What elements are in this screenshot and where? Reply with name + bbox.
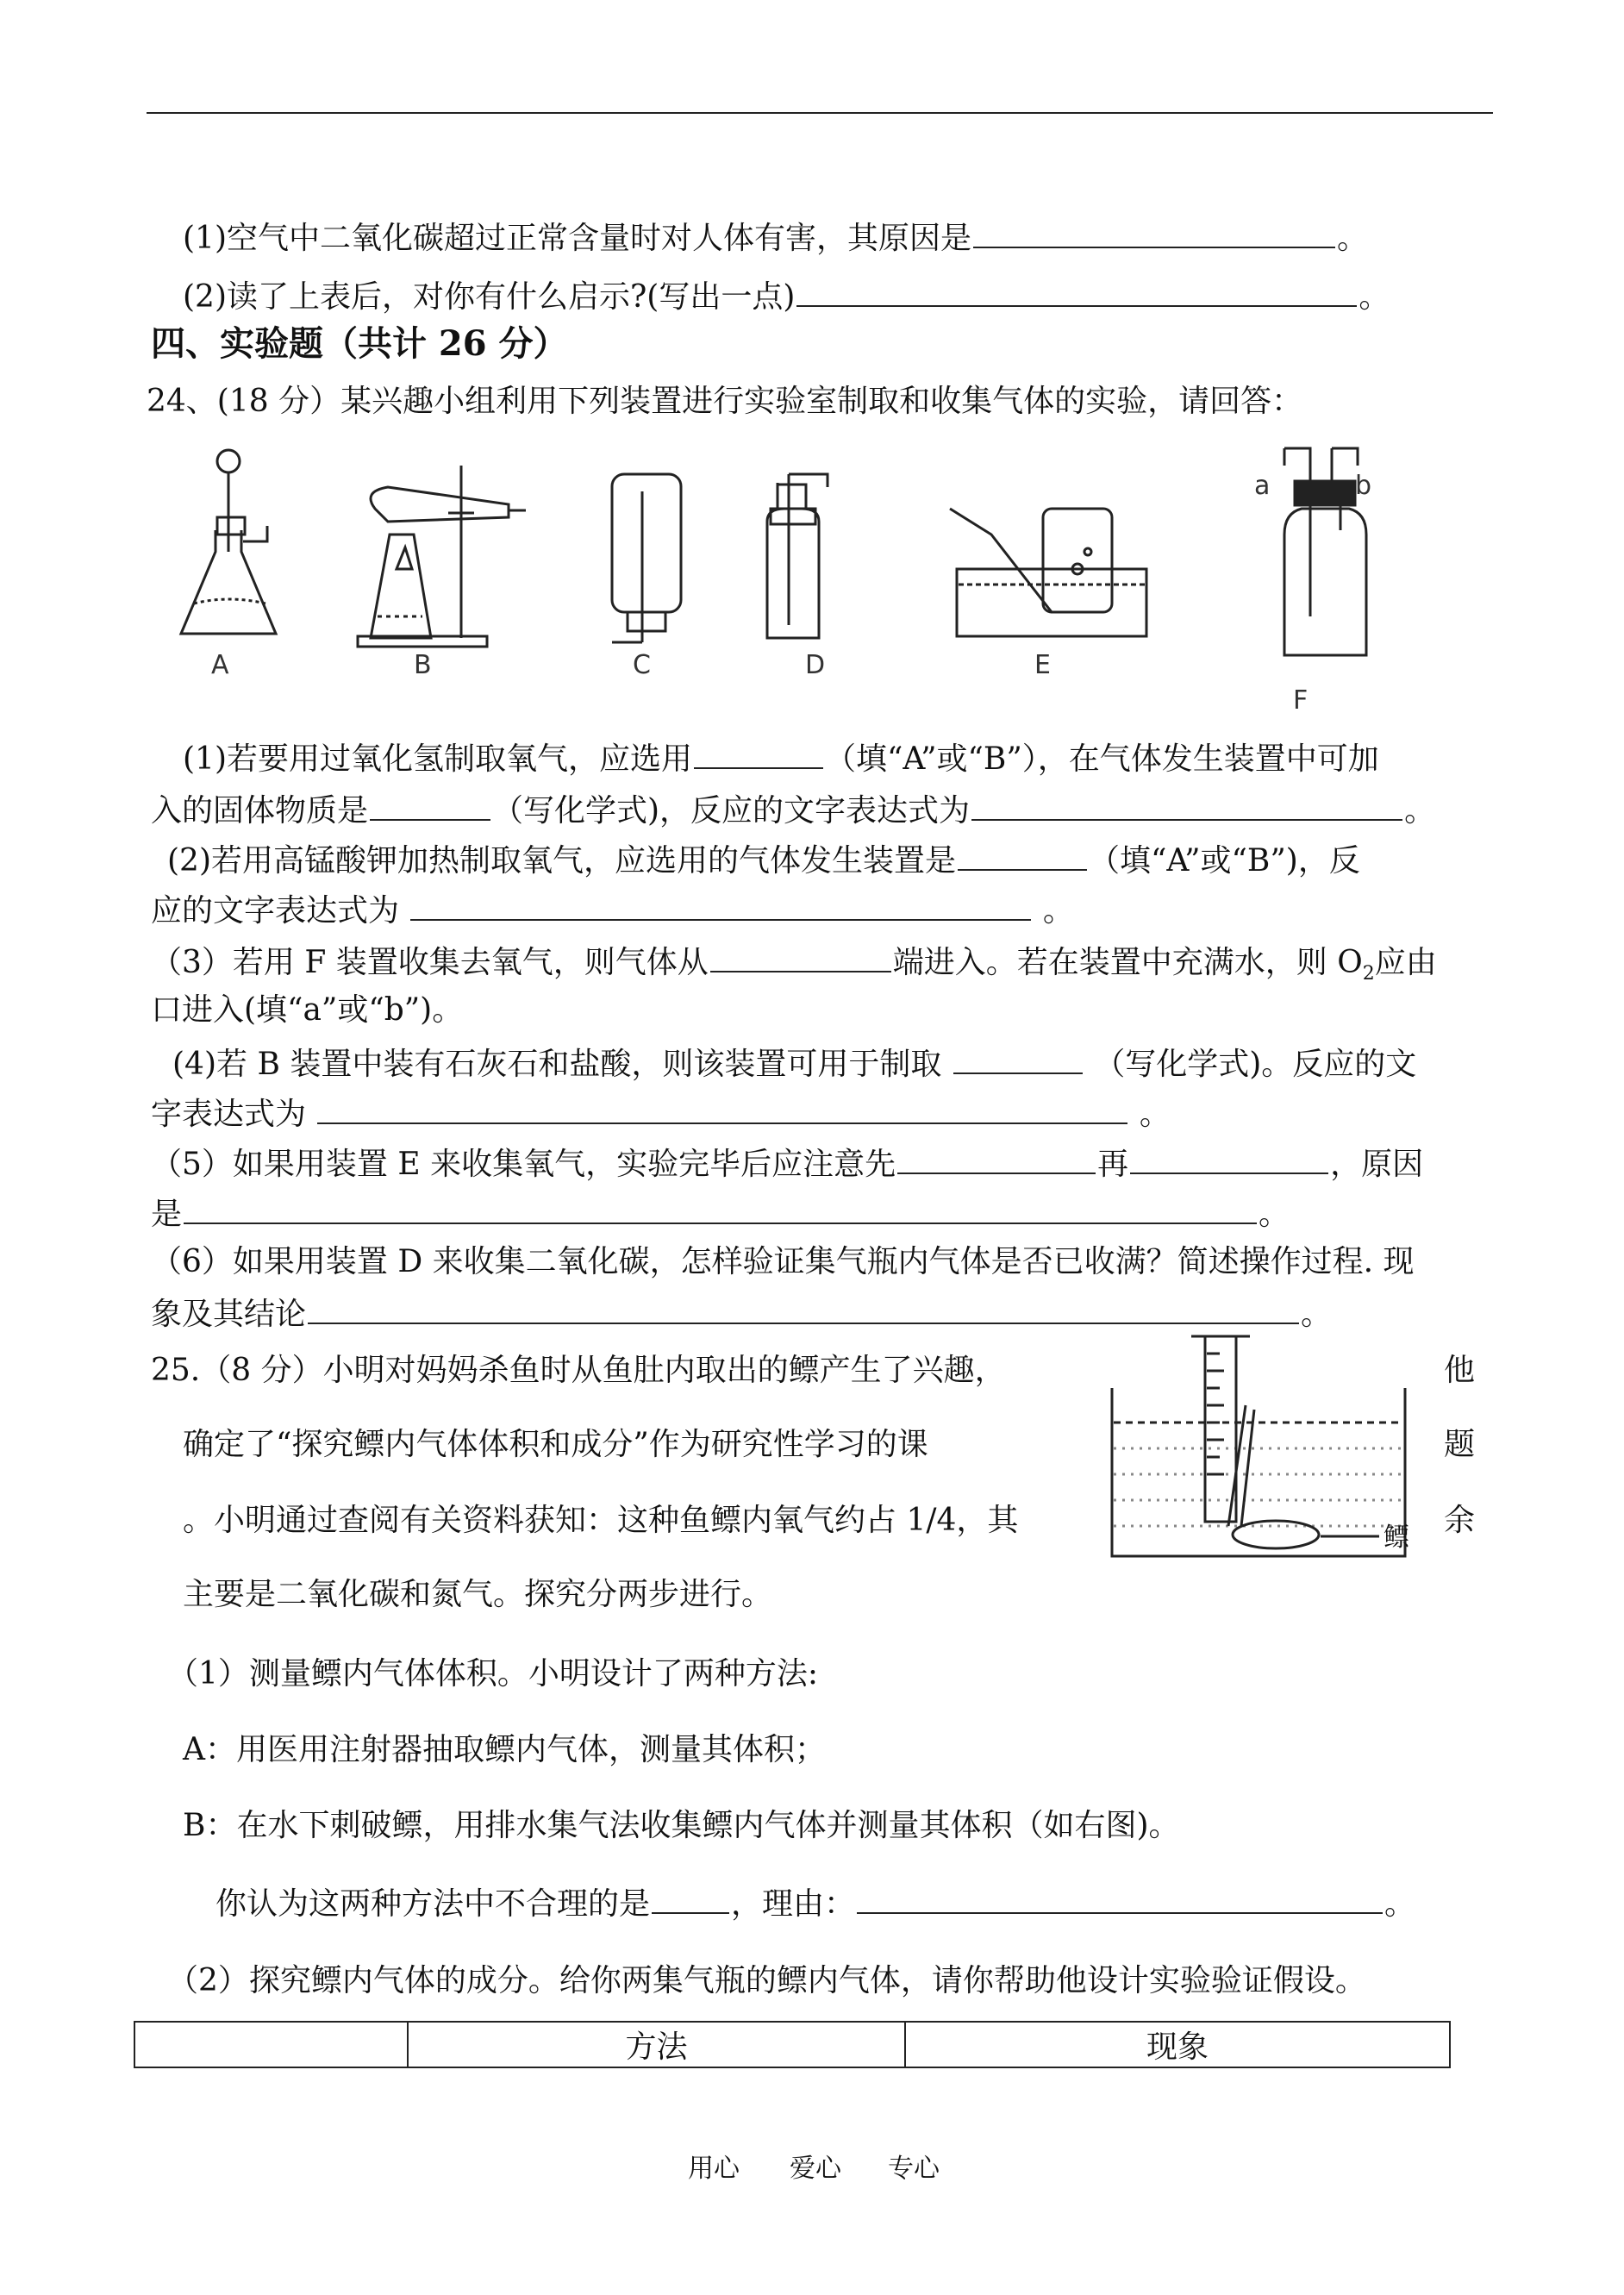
text: 象及其结论: [151, 1297, 307, 1332]
q25-method-a: A：用医用注射器抽取鳔内气体，测量其体积；: [183, 1732, 826, 1767]
apparatus-b-heater: [358, 466, 526, 647]
answer-blank[interactable]: [973, 219, 1335, 248]
q24-p6-line1: （6）如果用装置 D 来收集二氧化碳，怎样验证集气瓶内气体是否已收满？简述操作过程. 现: [151, 1244, 1415, 1279]
q24-p2-line1: [167, 841, 1360, 879]
answer-blank[interactable]: [184, 1195, 1257, 1224]
answer-blank[interactable]: [694, 740, 823, 769]
q23-sub2-end: 。: [1359, 279, 1390, 315]
q25-s2: （2）探究鳔内气体的成分。给你两集气瓶的鳔内气体，请你帮助他设计实验验证假设。: [167, 1963, 1366, 1998]
q25-line1-end: 他: [1444, 1353, 1476, 1388]
answer-blank[interactable]: [971, 791, 1402, 821]
header-rule: [147, 112, 1493, 114]
answer-blank[interactable]: [796, 278, 1357, 307]
q24-p3-line1: [151, 943, 1437, 991]
q25-line1: 25.（8 分）小明对妈妈杀鱼时从鱼肚内取出的鳔产生了兴趣，: [151, 1353, 1006, 1388]
text: 。: [1139, 1097, 1171, 1132]
text: 。: [1259, 1197, 1290, 1232]
label-e: E: [1034, 650, 1051, 680]
q23-sub1-end: 。: [1337, 221, 1369, 256]
q25-line2-end: 题: [1444, 1427, 1476, 1462]
apparatus-d-bottle: [767, 474, 828, 638]
apparatus-a-flask: [181, 450, 276, 634]
q25-line2: 确定了“探究鳔内气体体积和成分”作为研究性学习的课: [183, 1427, 928, 1462]
q23-sub2: [183, 278, 1390, 315]
label-a: A: [211, 650, 229, 680]
text: 端进入。若在装置中充满水，则 O: [892, 945, 1363, 980]
text: ，理由：: [731, 1886, 856, 1922]
footer-item-1: 用心: [688, 2154, 740, 2184]
q25-line3-end: 余: [1444, 1503, 1476, 1538]
q24-p6-line2: [151, 1295, 1332, 1332]
footer-item-2: 爱心: [790, 2154, 841, 2184]
label-c: C: [633, 650, 651, 680]
q25-question: [215, 1885, 1415, 1922]
text: 入的固体物质是: [151, 793, 369, 829]
apparatus-e-trough: [950, 509, 1146, 636]
table-header-cell: 方法: [408, 2022, 905, 2067]
q25-line3: 。小明通过查阅有关资料获知：这种鱼鳔内氧气约占 1/4，其: [183, 1503, 1019, 1538]
q24-stem: 24、(18 分）某兴趣小组利用下列装置进行实验室制取和收集气体的实验，请回答：: [147, 384, 1303, 419]
q23-sub2-text: (2)读了上表后，对你有什么启示?(写出一点): [183, 279, 796, 315]
answer-blank[interactable]: [1130, 1145, 1328, 1174]
q25-line4: 主要是二氧化碳和氮气。探究分两步进行。: [183, 1577, 773, 1612]
answer-blank[interactable]: [897, 1145, 1096, 1174]
q25-method-b: B：在水下刺破鳔，用排水集气法收集鳔内气体并测量其体积（如右图)。: [183, 1808, 1180, 1843]
text: 。: [1042, 893, 1074, 929]
apparatus-figure: [164, 440, 1440, 724]
fish-bladder-figure: [1095, 1328, 1431, 1569]
label-tube-b: b: [1355, 471, 1372, 501]
text: 再: [1097, 1147, 1129, 1182]
text: 是: [151, 1197, 183, 1232]
answer-blank[interactable]: [652, 1885, 729, 1914]
section-title: 四、实验题（共计 26 分）: [151, 323, 568, 364]
text: 应由: [1374, 945, 1437, 980]
text: (1)若要用过氧化氢制取氧气，应选用: [183, 741, 692, 777]
answer-blank[interactable]: [410, 891, 1031, 921]
q24-p4-line2: [151, 1095, 1171, 1132]
answer-blank[interactable]: [317, 1095, 1127, 1124]
answer-blank[interactable]: [370, 791, 490, 821]
table-header-cell: [134, 2022, 408, 2067]
text: 。: [1301, 1297, 1333, 1332]
text: (4)若 B 装置中装有石灰石和盐酸，则该装置可用于制取: [172, 1047, 942, 1082]
text: (2)若用高锰酸钾加热制取氧气，应选用的气体发生装置是: [167, 843, 956, 879]
subscript: 2: [1362, 963, 1375, 985]
text: （5）如果用装置 E 来收集氧气，实验完毕后应注意先: [151, 1147, 896, 1182]
text: ，原因: [1330, 1147, 1424, 1182]
answer-blank[interactable]: [710, 943, 891, 972]
answer-blank[interactable]: [308, 1295, 1299, 1324]
q24-p5-line1: [151, 1145, 1423, 1182]
label-f: F: [1293, 685, 1309, 716]
q25-answer-table: [134, 2021, 1451, 2068]
q24-p5-line2: [151, 1195, 1290, 1232]
q25-s1: （1）测量鳔内气体体积。小明设计了两种方法:: [167, 1656, 819, 1692]
label-d: D: [805, 650, 826, 680]
q24-p1-line1: [183, 740, 1379, 777]
answer-blank[interactable]: [953, 1045, 1083, 1074]
text: 。: [1384, 1886, 1416, 1922]
text: （填“A”或“B”)，反: [1089, 843, 1360, 879]
text: （3）若用 F 装置收集去氧气，则气体从: [151, 945, 709, 980]
label-b: B: [414, 650, 432, 680]
text: （写化学式)。反应的文: [1094, 1047, 1417, 1082]
q23-sub1: [183, 219, 1368, 256]
answer-blank[interactable]: [857, 1885, 1383, 1914]
apparatus-c-bottle: [612, 474, 681, 642]
apparatus-f-bottle: [1284, 448, 1366, 655]
fish-bladder-label: 鳔: [1384, 1523, 1409, 1553]
footer-item-3: 专心: [888, 2154, 940, 2184]
text: （写化学式)，反应的文字表达式为: [492, 793, 971, 829]
text: 字表达式为: [151, 1097, 307, 1132]
q24-p2-line2: [151, 891, 1074, 929]
q24-p3-line2: 口进入(填“a”或“b”)。: [151, 992, 464, 1028]
text: 应的文字表达式为: [151, 893, 400, 929]
q24-p1-line2: [151, 791, 1435, 829]
text: 你认为这两种方法中不合理的是: [215, 1886, 651, 1922]
q24-p4-line1: [172, 1045, 1416, 1082]
table-header-cell: 现象: [905, 2022, 1450, 2067]
q23-sub1-text: (1)空气中二氧化碳超过正常含量时对人体有害，其原因是: [183, 221, 971, 256]
text: 。: [1404, 793, 1436, 829]
answer-blank[interactable]: [958, 841, 1087, 871]
label-tube-a: a: [1254, 471, 1271, 501]
table-header-row: [134, 2022, 1450, 2067]
text: （填“A”或“B”），在气体发生装置中可加: [825, 741, 1379, 777]
